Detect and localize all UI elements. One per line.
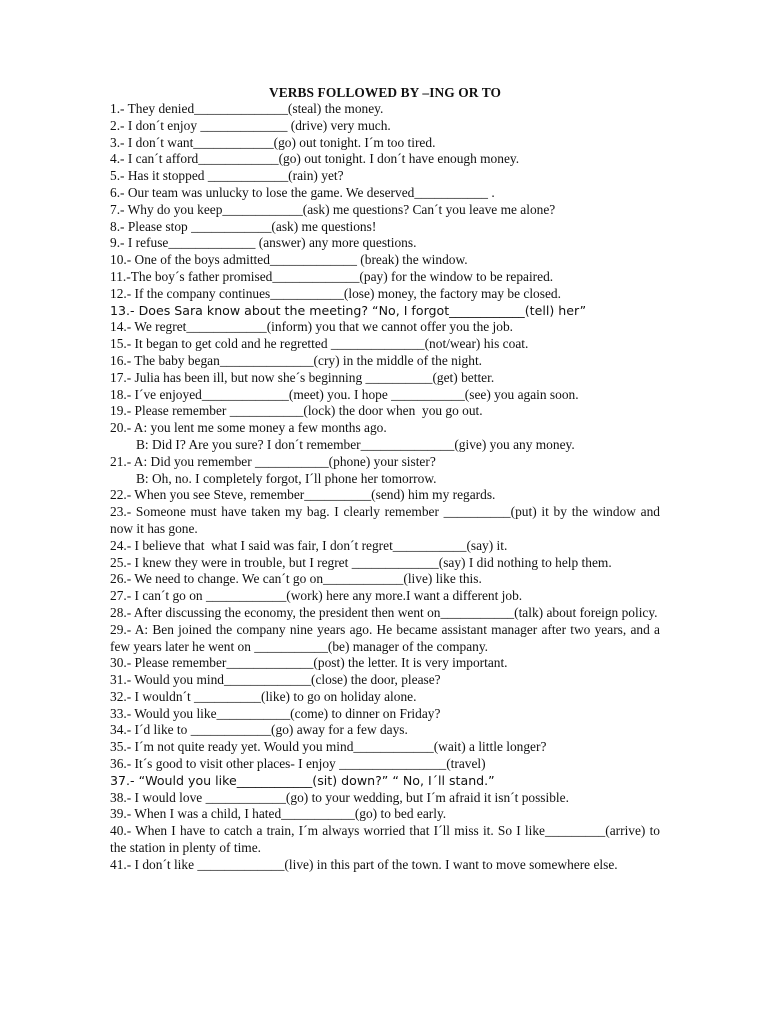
exercise-item: 16.- The baby began______________(cry) in the middle of the night. bbox=[110, 352, 483, 368]
exercise-item: 11.-The boy´s father promised_____________(pay) for the window to be repaired. bbox=[110, 268, 554, 284]
exercise-item: 31.- Would you mind_____________(close) the door, please? bbox=[110, 672, 441, 688]
exercise-item: 36.- It´s good to visit other places- I enjoy ________________(travel) bbox=[110, 756, 486, 772]
exercise-item: 19.- Please remember ___________(lock) the door when you go out. bbox=[110, 403, 483, 419]
exercise-item: 20.- A: you lent me some money a few months ago. bbox=[110, 420, 387, 436]
exercise-item: 40.- When I have to catch a train, I´m always worried that I´ll miss it. So I like_________(arrive) to the station in plenty of time. bbox=[110, 823, 660, 856]
exercise-item: 1.- They denied______________(steal) the money. bbox=[110, 101, 384, 116]
exercise-continuation: B: Did I? Are you sure? I don´t remember______________(give) you any money. bbox=[136, 436, 575, 452]
exercise-item: 17.- Julia has been ill, but now she´s beginning __________(get) better. bbox=[110, 369, 495, 385]
exercise-item: 3.- I don´t want____________(go) out tonight. I´m too tired. bbox=[110, 134, 436, 150]
exercise-item: 34.- I´d like to ____________(go) away for a few days. bbox=[110, 722, 408, 738]
exercise-item: 33.- Would you like___________(come) to dinner on Friday? bbox=[110, 705, 441, 721]
exercise-item: 38.- I would love ____________(go) to your wedding, but I´m afraid it isn´t possible. bbox=[110, 789, 569, 805]
exercise-item: 39.- When I was a child, I hated___________(go) to bed early. bbox=[110, 806, 447, 822]
exercise-item: 28.- After discussing the economy, the president then went on___________(talk) about foreign policy. bbox=[110, 604, 658, 620]
exercise-item: 23.- Someone must have taken my bag. I clearly remember __________(put) it by the window and now it has gone. bbox=[110, 504, 660, 536]
exercise-item: 32.- I wouldn´t __________(like) to go on holiday alone. bbox=[110, 688, 417, 704]
exercise-item: 41.- I don´t like _____________(live) in this part of the town. I want to move somewhere else. bbox=[110, 856, 618, 872]
exercise-item: 8.- Please stop ____________(ask) me questions! bbox=[110, 218, 377, 234]
exercise-item: 26.- We need to change. We can´t go on____________(live) like this. bbox=[110, 571, 482, 587]
exercise-item: 2.- I don´t enjoy _____________ (drive) very much. bbox=[110, 117, 391, 133]
exercise-item: 27.- I can´t go on ____________(work) here any more.I want a different job. bbox=[110, 588, 523, 604]
worksheet-title: VERBS FOLLOWED BY –ING OR TO bbox=[268, 85, 502, 100]
exercise-item: 9.- I refuse_____________ (answer) any more questions. bbox=[110, 235, 417, 251]
exercise-item: 10.- One of the boys admitted_____________ (break) the window. bbox=[110, 252, 468, 268]
exercise-item: 24.- I believe that what I said was fair, I don´t regret___________(say) it. bbox=[110, 537, 508, 553]
exercise-item: 4.- I can´t afford____________(go) out tonight. I don´t have enough money. bbox=[110, 151, 520, 167]
exercise-continuation: B: Oh, no. I completely forgot, I´ll phone her tomorrow. bbox=[136, 470, 437, 486]
exercise-item: 7.- Why do you keep____________(ask) me questions? Can´t you leave me alone? bbox=[110, 201, 556, 217]
exercise-item: 29.- A: Ben joined the company nine years ago. He became assistant manager after two years, and a few years later he went on ___________(be) manager of the company. bbox=[110, 621, 660, 654]
exercise-item: 18.- I´ve enjoyed_____________(meet) you. I hope ___________(see) you again soon. bbox=[110, 386, 579, 402]
exercise-item: 37.- “Would you like____________(sit) down?” “ No, I´ll stand.” bbox=[110, 772, 495, 788]
exercise-item: 22.- When you see Steve, remember__________(send) him my regards. bbox=[110, 487, 496, 503]
exercise-item: 6.- Our team was unlucky to lose the game. We deserved___________ . bbox=[110, 184, 495, 200]
exercise-item: 35.- I´m not quite ready yet. Would you mind____________(wait) a little longer? bbox=[110, 739, 547, 755]
exercise-item: 5.- Has it stopped ____________(rain) yet? bbox=[110, 168, 344, 184]
exercise-item: 12.- If the company continues___________(lose) money, the factory may be closed. bbox=[110, 285, 561, 301]
exercise-list bbox=[110, 101, 660, 874]
exercise-item: 15.- It began to get cold and he regretted ______________(not/wear) his coat. bbox=[110, 336, 529, 352]
exercise-item: 13.- Does Sara know about the meeting? “No, I forgot____________(tell) her” bbox=[110, 302, 587, 318]
exercise-item: 30.- Please remember_____________(post) the letter. It is very important. bbox=[110, 655, 508, 671]
exercise-item: 21.- A: Did you remember ___________(phone) your sister? bbox=[110, 453, 436, 469]
exercise-item: 14.- We regret____________(inform) you that we cannot offer you the job. bbox=[110, 319, 514, 335]
exercise-item: 25.- I knew they were in trouble, but I regret _____________(say) I did nothing to help them. bbox=[110, 554, 612, 570]
